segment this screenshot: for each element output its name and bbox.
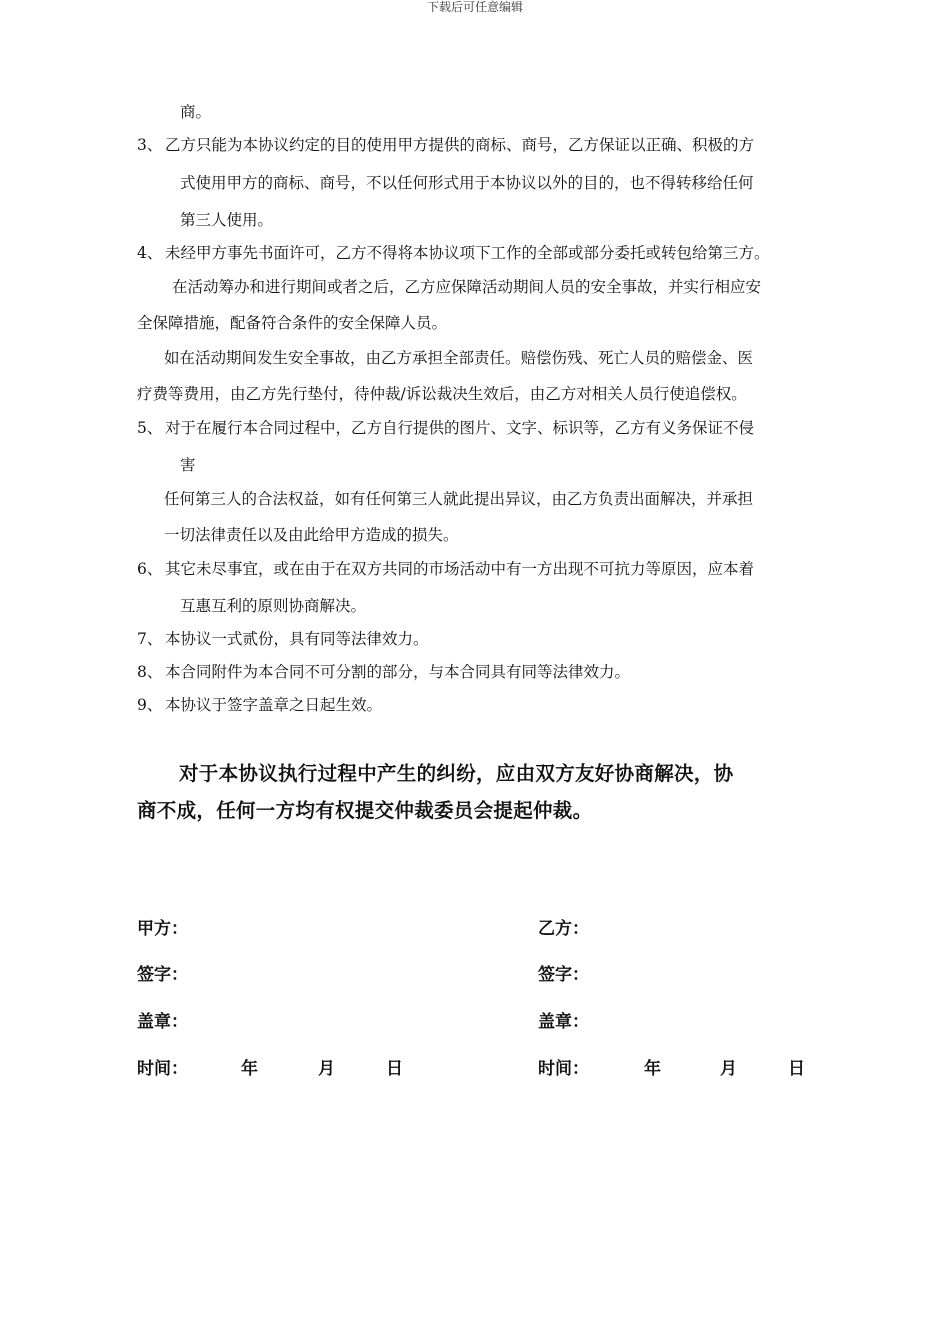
clause-text: 未经甲方事先书面许可，乙方不得将本协议项下工作的全部或部分委托或转包给第三方。	[165, 244, 770, 262]
party-b-sign-label: 签字：	[538, 965, 589, 985]
clause-number: 7、	[137, 630, 163, 648]
clause-text-line: 疗费等费用，由乙方先行垫付，待仲裁/诉讼裁决生效后，由乙方对相关人员行使追偿权。	[137, 385, 747, 403]
party-a-label: 甲方：	[137, 919, 188, 939]
clause-text-line: 第三人使用。	[180, 211, 274, 229]
clause-number: 9、	[137, 696, 163, 714]
dispute-resolution-paragraph	[137, 755, 827, 829]
day-label: 日	[386, 1059, 403, 1079]
clause-6	[137, 559, 754, 579]
party-a-seal-label: 盖章：	[137, 1012, 188, 1032]
clause-9	[137, 695, 382, 715]
clause-5	[137, 418, 754, 438]
dispute-line: 商不成，任何一方均有权提交仲裁委员会提起仲裁。	[137, 799, 593, 822]
year-label: 年	[644, 1059, 661, 1079]
clause-7	[137, 629, 429, 649]
clause-text-line: 在活动筹办和进行期间或者之后，乙方应保障活动期间人员的安全事故，并实行相应安	[172, 278, 762, 296]
clause-continuation: 商。	[180, 103, 212, 121]
clause-3	[137, 135, 754, 155]
time-label: 时间：	[137, 1059, 188, 1079]
party-b-label: 乙方：	[538, 919, 589, 939]
year-label: 年	[241, 1059, 258, 1079]
clause-text: 乙方只能为本协议约定的目的使用甲方提供的商标、商号，乙方保证以正确、积极的方	[165, 136, 755, 154]
clause-text-line: 互惠互利的原则协商解决。	[180, 597, 367, 615]
clause-text-line: 一切法律责任以及由此给甲方造成的损失。	[164, 526, 459, 544]
month-label: 月	[720, 1059, 737, 1079]
clause-text-line: 全保障措施，配备符合条件的安全保障人员。	[137, 314, 448, 332]
clause-text: 对于在履行本合同过程中，乙方自行提供的图片、文字、标识等，乙方有义务保证不侵	[165, 419, 755, 437]
clause-number: 5、	[137, 419, 163, 437]
day-label: 日	[788, 1059, 805, 1079]
dispute-line: 对于本协议执行过程中产生的纠纷，应由双方友好协商解决，协	[179, 762, 734, 785]
party-b-seal-label: 盖章：	[538, 1012, 589, 1032]
clause-number: 3、	[137, 136, 163, 154]
clause-8	[137, 662, 630, 682]
time-label: 时间：	[538, 1059, 589, 1079]
clause-number: 8、	[137, 663, 163, 681]
clause-text: 本协议于签字盖章之日起生效。	[165, 696, 383, 714]
page-header: 下载后可任意编辑	[426, 0, 523, 14]
clause-text-line: 害	[180, 456, 196, 474]
party-a-date-row	[137, 1058, 437, 1080]
clause-text: 其它未尽事宜，或在由于在双方共同的市场活动中有一方出现不可抗力等原因，应本着	[165, 560, 755, 578]
clause-text-line: 任何第三人的合法权益，如有任何第三人就此提出异议，由乙方负责出面解决，并承担	[164, 490, 754, 508]
clause-number: 4、	[137, 244, 163, 262]
party-a-sign-label: 签字：	[137, 965, 188, 985]
clause-text-line: 如在活动期间发生安全事故，由乙方承担全部责任。赔偿伤残、死亡人员的赔偿金、医	[164, 349, 754, 367]
clause-number: 6、	[137, 560, 163, 578]
month-label: 月	[318, 1059, 335, 1079]
clause-text-line: 式使用甲方的商标、商号，不以任何形式用于本协议以外的目的，也不得转移给任何	[180, 174, 754, 192]
party-b-date-row	[538, 1058, 838, 1080]
clause-text: 本合同附件为本合同不可分割的部分，与本合同具有同等法律效力。	[165, 663, 631, 681]
clause-text: 本协议一式贰份，具有同等法律效力。	[165, 630, 429, 648]
clause-4	[137, 243, 770, 263]
